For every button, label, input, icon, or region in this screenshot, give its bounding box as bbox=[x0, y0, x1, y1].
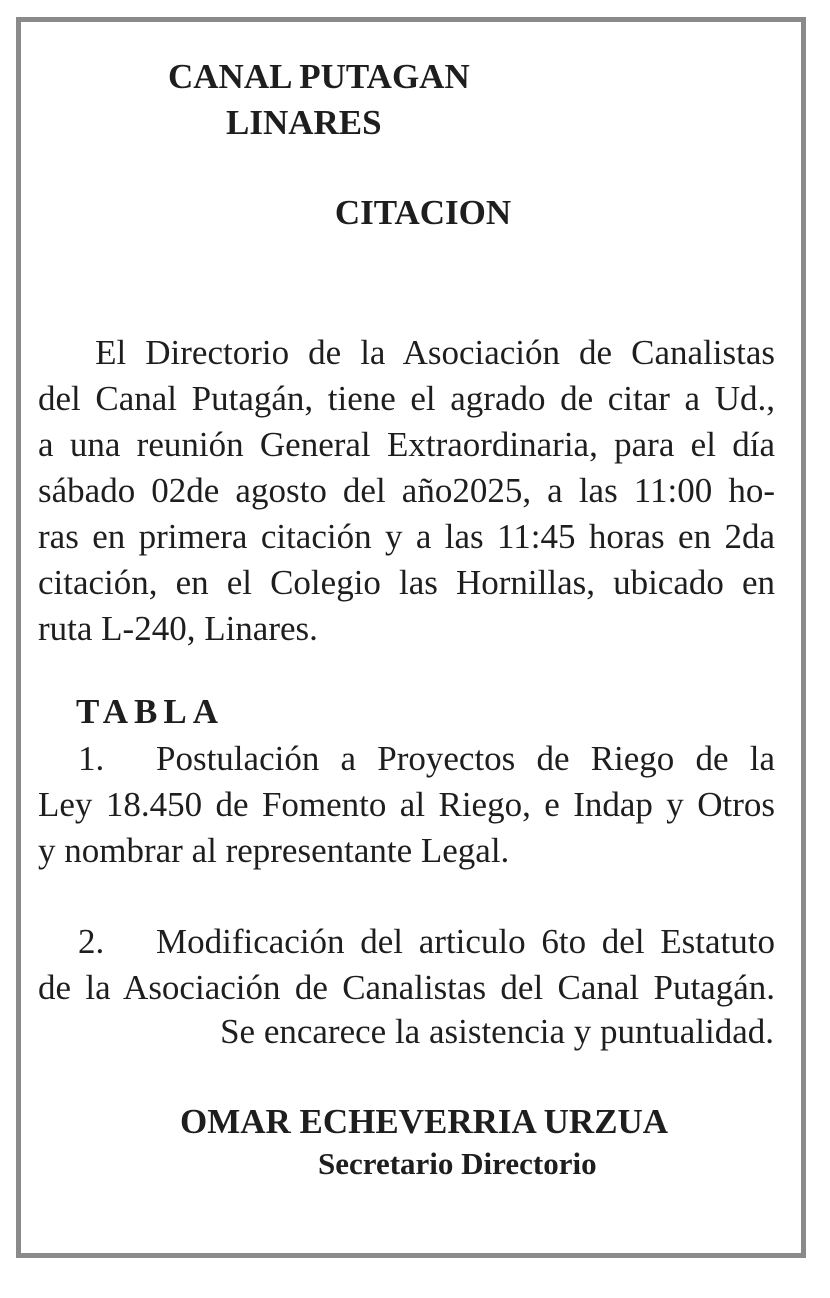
agenda-heading: TABLA bbox=[76, 692, 224, 731]
agenda-item-text: Postulación a Proyectos de Riego de la bbox=[156, 739, 775, 778]
paragraph-line: El Directorio de la Asociación de Canalistas bbox=[38, 333, 775, 372]
agenda-item-first-line bbox=[38, 736, 775, 782]
organization-city: LINARES bbox=[226, 103, 382, 142]
paragraph-line: a una reunión General Extraordinaria, para el día bbox=[38, 425, 775, 464]
agenda-item-line: y nombrar al representante Legal. bbox=[38, 831, 510, 870]
paragraph-line: citación, en el Colegio las Hornillas, ubicado en bbox=[38, 563, 775, 602]
paragraph-line: ras en primera citación y a las 11:45 horas en 2da bbox=[38, 517, 775, 556]
notice-title: CITACION bbox=[334, 193, 512, 232]
closing-remark: Se encarece la asistencia y puntualidad. bbox=[220, 1012, 774, 1051]
paragraph-line: del Canal Putagán, tiene el agrado de citar a Ud., bbox=[38, 379, 775, 418]
paragraph-line: sábado 02de agosto del año2025, a las 11:00 ho- bbox=[38, 471, 775, 510]
summons-paragraph bbox=[38, 330, 775, 652]
signer-name: OMAR ECHEVERRIA URZUA bbox=[180, 1102, 669, 1141]
agenda-item-text: Modificación del articulo 6to del Estatuto bbox=[156, 922, 775, 961]
agenda-item-line: Ley 18.450 de Fomento al Riego, e Indap y Otros bbox=[38, 785, 775, 824]
agenda-item bbox=[38, 736, 775, 874]
paragraph-line: ruta L-240, Linares. bbox=[38, 609, 318, 648]
agenda-item-first-line bbox=[38, 919, 775, 965]
organization-name: CANAL PUTAGAN bbox=[168, 57, 470, 96]
agenda-item-number: 1. bbox=[78, 739, 105, 778]
agenda-item bbox=[38, 919, 775, 1011]
agenda-item-number: 2. bbox=[78, 922, 105, 961]
agenda-item-line: de la Asociación de Canalistas del Canal Putagán. bbox=[38, 968, 775, 1007]
signer-role: Secretario Directorio bbox=[318, 1146, 597, 1181]
